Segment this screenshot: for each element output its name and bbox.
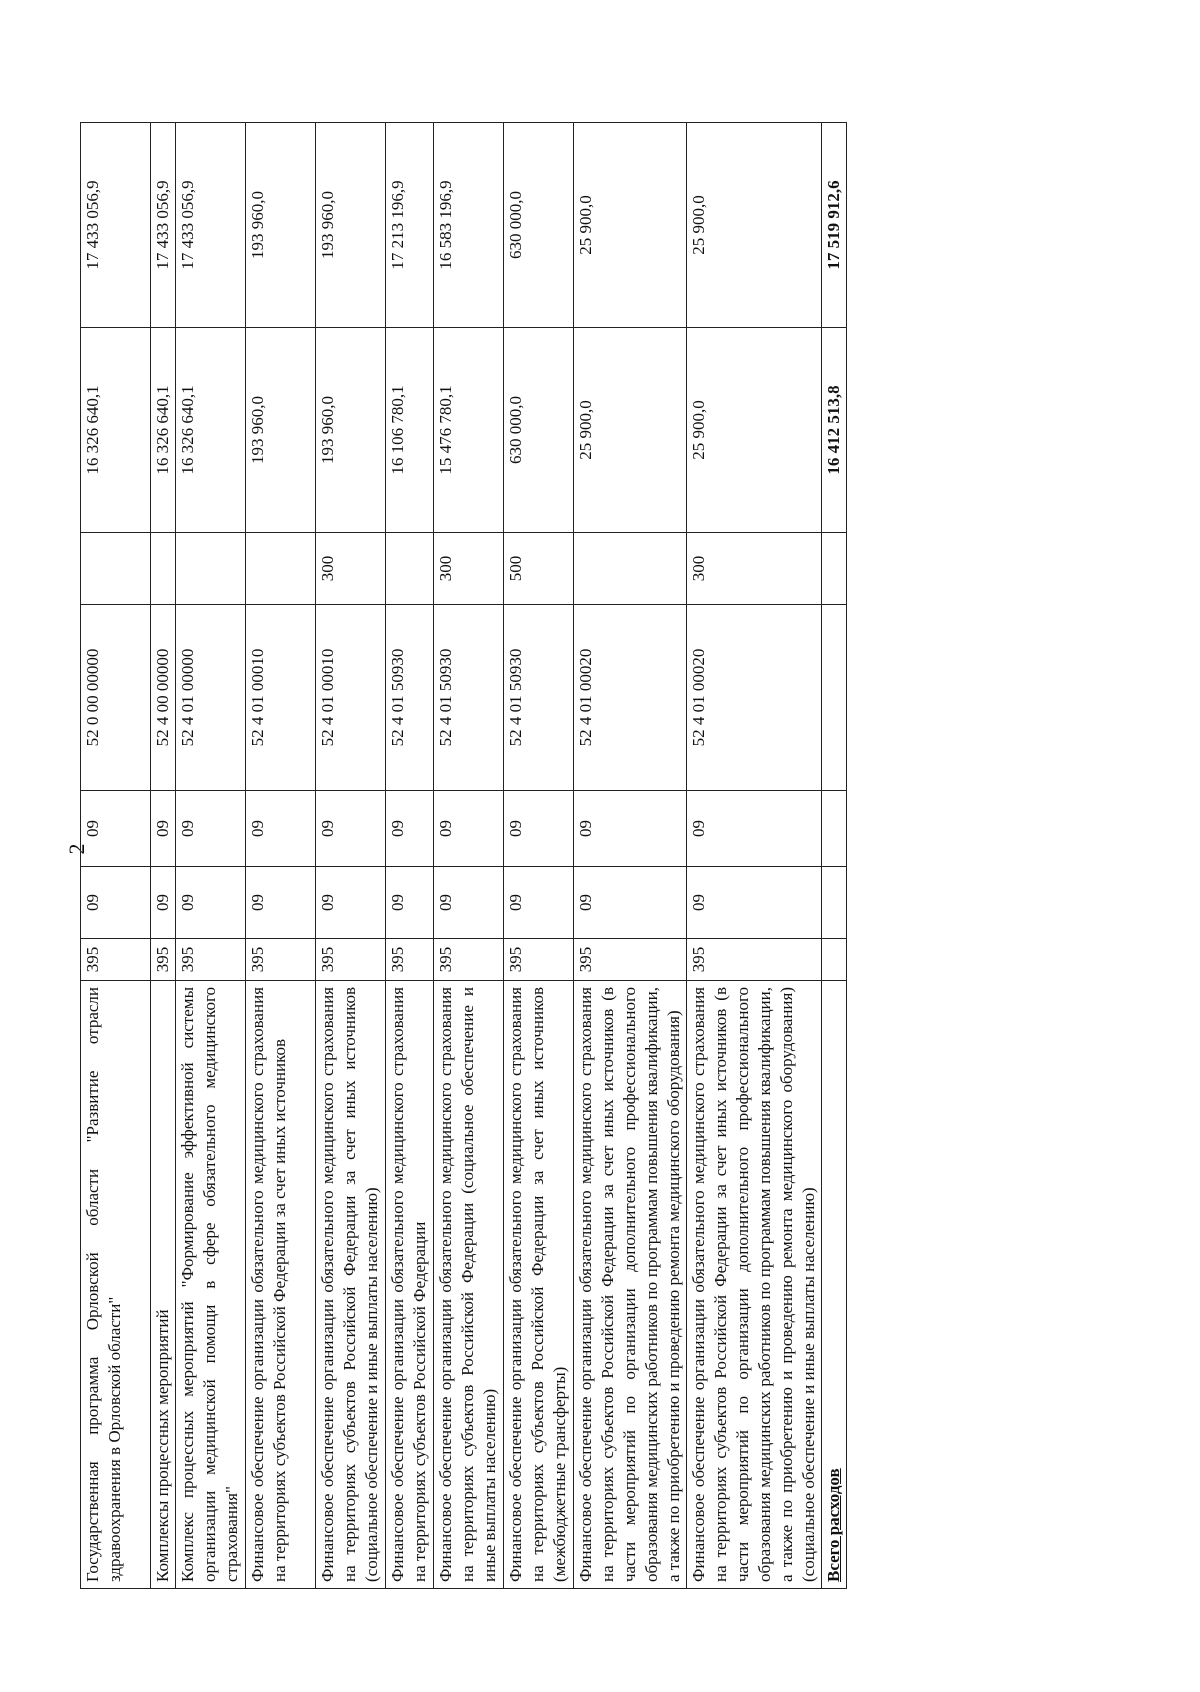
ministry-code: 395 [176,939,246,981]
expense-type-code [151,533,176,605]
target-code: 52 4 01 50930 [386,605,434,791]
subsection-code: 09 [246,791,316,867]
row-name: Финансовое обеспечение организации обязательного медицинского страхования на территориях субъектов Российской Федерации за счет иных источников [246,981,316,1589]
section-code: 09 [574,867,687,939]
section-code: 09 [434,867,504,939]
ministry-code: 395 [246,939,316,981]
ministry-code: 395 [504,939,574,981]
budget-table-body [81,123,847,1589]
target-code: 52 0 00 00000 [81,605,151,791]
amount-year-1: 16 326 640,1 [151,328,176,533]
section-code: 09 [316,867,386,939]
empty-cell [822,939,847,981]
section-code: 09 [151,867,176,939]
table-row [151,123,176,1589]
ministry-code: 395 [386,939,434,981]
expense-type-code [386,533,434,605]
amount-year-1: 193 960,0 [246,328,316,533]
amount-year-2: 193 960,0 [246,123,316,328]
section-code: 09 [81,867,151,939]
expense-type-code: 300 [316,533,386,605]
row-name: Комплекс процессных мероприятий "Формирование эффективной системы организации медицинской помощи в сфере обязательного медицинского страхования" [176,981,246,1589]
empty-cell [822,791,847,867]
row-name: Комплексы процессных мероприятий [151,981,176,1589]
target-code: 52 4 01 00010 [246,605,316,791]
subsection-code: 09 [176,791,246,867]
empty-cell [822,867,847,939]
amount-year-2: 17 213 196,9 [386,123,434,328]
ministry-code: 395 [687,939,822,981]
total-amount-year-1: 16 412 513,8 [822,328,847,533]
ministry-code: 395 [316,939,386,981]
empty-cell [822,533,847,605]
subsection-code: 09 [316,791,386,867]
amount-year-1: 193 960,0 [316,328,386,533]
total-amount-year-2: 17 519 912,6 [822,123,847,328]
row-name: Финансовое обеспечение организации обязательного медицинского страхования на территориях субъектов Российской Федерации за счет иных источников (в части мероприятий по организации дополнительного профессионального образования медицинских работников по программам повышения квалификации, а также по приобретению и проведению ремонта медицинского оборудования) (социальное обеспечение и иные выплаты населению) [687,981,822,1589]
page-number: 2 [64,843,89,855]
table-row [687,123,822,1589]
subsection-code: 09 [574,791,687,867]
table-row [434,123,504,1589]
table-row [386,123,434,1589]
expense-type-code [81,533,151,605]
subsection-code: 09 [151,791,176,867]
ministry-code: 395 [151,939,176,981]
target-code: 52 4 00 00000 [151,605,176,791]
section-code: 09 [386,867,434,939]
row-name: Финансовое обеспечение организации обязательного медицинского страхования на территориях субъектов Российской Федерации (социальное обеспечение и иные выплаты населению) [434,981,504,1589]
target-code: 52 4 01 00010 [316,605,386,791]
target-code: 52 4 01 00000 [176,605,246,791]
row-name: Финансовое обеспечение организации обязательного медицинского страхования на территориях субъектов Российской Федерации за счет иных источников (социальное обеспечение и иные выплаты населению) [316,981,386,1589]
target-code: 52 4 01 00020 [574,605,687,791]
total-label: Всего расходов [822,981,847,1589]
table-row [81,123,151,1589]
amount-year-2: 16 583 196,9 [434,123,504,328]
amount-year-1: 25 900,0 [574,328,687,533]
amount-year-2: 17 433 056,9 [151,123,176,328]
amount-year-1: 630 000,0 [504,328,574,533]
row-name: Финансовое обеспечение организации обязательного медицинского страхования на территориях субъектов Российской Федерации за счет иных источников (межбюджетные трансферты) [504,981,574,1589]
target-code: 52 4 01 00020 [687,605,822,791]
row-name: Финансовое обеспечение организации обязательного медицинского страхования на территориях субъектов Российской Федерации [386,981,434,1589]
target-code: 52 4 01 50930 [504,605,574,791]
subsection-code: 09 [687,791,822,867]
empty-cell [822,605,847,791]
subsection-code: 09 [386,791,434,867]
table-row [176,123,246,1589]
subsection-code: 09 [504,791,574,867]
subsection-code: 09 [434,791,504,867]
target-code: 52 4 01 50930 [434,605,504,791]
amount-year-2: 193 960,0 [316,123,386,328]
expense-type-code [574,533,687,605]
budget-table [80,122,847,1589]
table-row [574,123,687,1589]
amount-year-2: 25 900,0 [574,123,687,328]
table-row [504,123,574,1589]
section-code: 09 [176,867,246,939]
amount-year-1: 16 326 640,1 [176,328,246,533]
ministry-code: 395 [434,939,504,981]
subsection-code: 09 [81,791,151,867]
table-row [316,123,386,1589]
amount-year-1: 15 476 780,1 [434,328,504,533]
section-code: 09 [687,867,822,939]
row-name: Государственная программа Орловской области "Развитие отрасли здравоохранения в Орловской области" [81,981,151,1589]
expense-type-code: 300 [434,533,504,605]
section-code: 09 [246,867,316,939]
total-row [822,123,847,1589]
amount-year-2: 17 433 056,9 [81,123,151,328]
expense-type-code: 500 [504,533,574,605]
amount-year-2: 630 000,0 [504,123,574,328]
expense-type-code [176,533,246,605]
expense-type-code: 300 [687,533,822,605]
ministry-code: 395 [81,939,151,981]
amount-year-1: 25 900,0 [687,328,822,533]
ministry-code: 395 [574,939,687,981]
amount-year-1: 16 106 780,1 [386,328,434,533]
table-row [246,123,316,1589]
amount-year-2: 17 433 056,9 [176,123,246,328]
amount-year-1: 16 326 640,1 [81,328,151,533]
amount-year-2: 25 900,0 [687,123,822,328]
expense-type-code [246,533,316,605]
row-name: Финансовое обеспечение организации обязательного медицинского страхования на территориях субъектов Российской Федерации за счет иных источников (в части мероприятий по организации дополнительного профессионального образования медицинских работников по программам повышения квалификации, а также по приобретению и проведению ремонта медицинского оборудования) [574,981,687,1589]
rotated-table-container [80,123,980,1589]
section-code: 09 [504,867,574,939]
